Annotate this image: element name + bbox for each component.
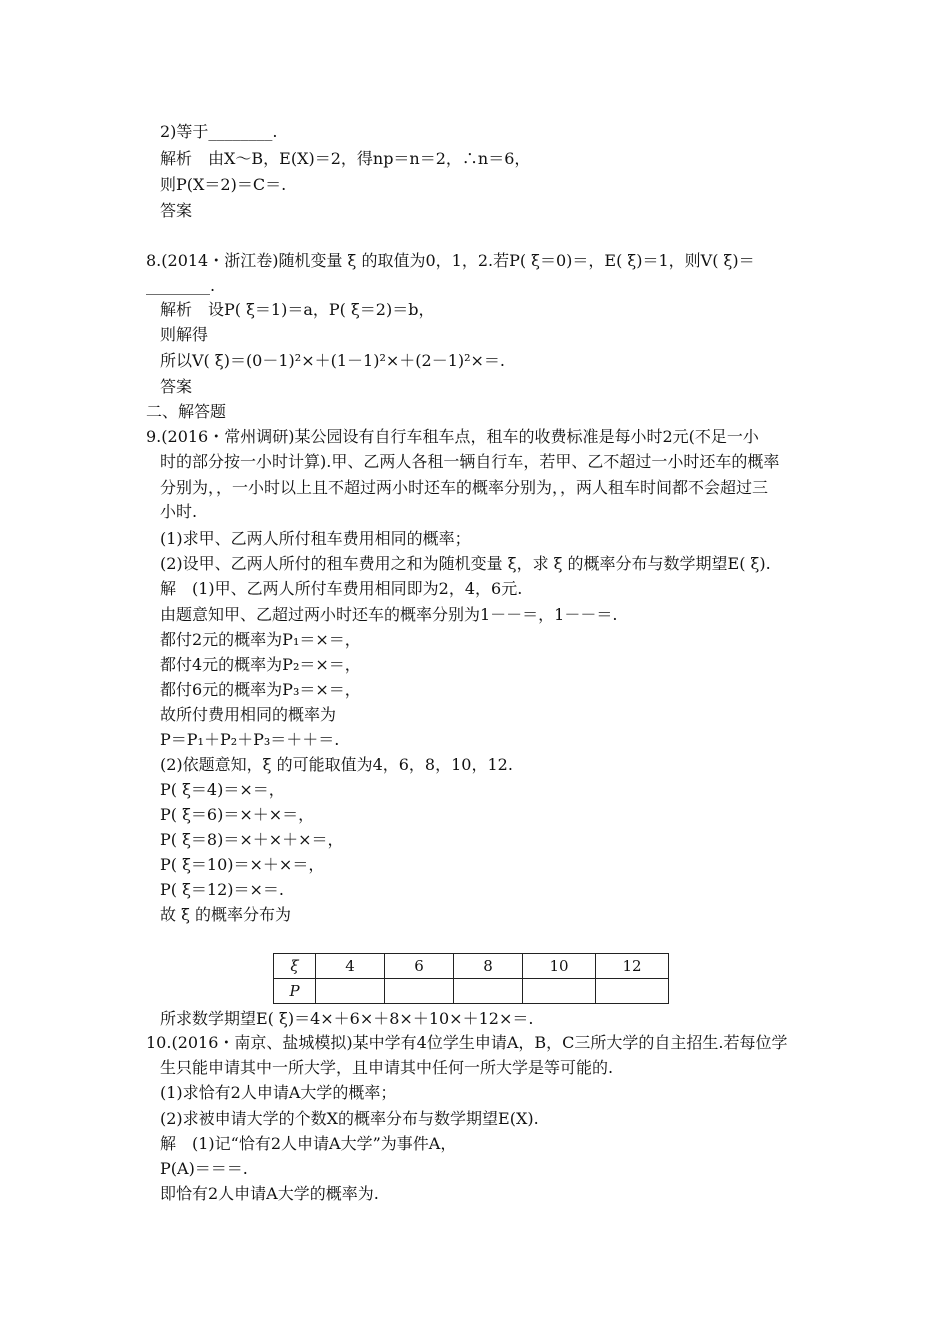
table-cell: P — [274, 979, 316, 1004]
text-line: 都付2元的概率为P₁＝×＝， — [160, 630, 361, 649]
text-line: P( ξ＝6)＝×＋×＝， — [160, 805, 315, 824]
table-cell — [385, 979, 454, 1004]
text-line: 解析 由X～B，E(X)＝2，得np＝n＝2，∴n＝6， — [160, 149, 531, 168]
text-line: 时的部分按一小时计算).甲、乙两人各租一辆自行车，若甲、乙不超过一小时还车的概率 — [160, 452, 780, 471]
table-cell: 8 — [454, 954, 523, 979]
text-line: (2)设甲、乙两人所付的租车费用之和为随机变量 ξ，求 ξ 的概率分布与数学期望E( ξ). — [160, 554, 771, 573]
table-cell — [596, 979, 669, 1004]
text-line: 都付6元的概率为P₃＝×＝， — [160, 680, 361, 699]
text-line: 小时. — [160, 502, 198, 521]
distribution-table — [273, 953, 669, 1004]
text-line: 答案 — [160, 377, 193, 396]
table-cell — [316, 979, 385, 1004]
text-line: 生只能申请其中一所大学，且申请其中任何一所大学是等可能的. — [160, 1058, 614, 1077]
question-9: 9.(2016・常州调研)某公园设有自行车租车点，租车的收费标准是每小时2元(不足一小 — [146, 427, 759, 446]
text-line: P( ξ＝12)＝×＝. — [160, 880, 285, 899]
text-line: 都付4元的概率为P₂＝×＝， — [160, 655, 361, 674]
text-line: (2)求被申请大学的个数X的概率分布与数学期望E(X). — [160, 1109, 539, 1128]
table-row — [274, 954, 669, 979]
text-line: P＝P₁＋P₂＋P₃＝＋＋＝. — [160, 730, 340, 749]
text-line: 所求数学期望E( ξ)＝4×＋6×＋8×＋10×＋12×＝. — [160, 1009, 534, 1028]
text-line: P(A)＝＝＝. — [160, 1159, 248, 1178]
text-line: 由题意知甲、乙超过两小时还车的概率分别为1－－＝，1－－＝. — [160, 605, 618, 624]
text-line: P( ξ＝10)＝×＋×＝， — [160, 855, 325, 874]
text-line: 故所付费用相同的概率为 — [160, 705, 337, 724]
text-line: 2)等于________. — [160, 122, 278, 141]
text-line: 则P(X＝2)＝C＝. — [160, 175, 287, 194]
table-cell: 12 — [596, 954, 669, 979]
table-cell: ξ — [274, 954, 316, 979]
text-line: 所以V( ξ)＝(0－1)²×＋(1－1)²×＋(2－1)²×＝. — [160, 351, 506, 370]
text-line: 则解得 — [160, 325, 209, 344]
text-line: 分别为，，一小时以上且不超过两小时还车的概率分别为，，两人租车时间都不会超过三 — [160, 478, 769, 497]
text-line: P( ξ＝4)＝×＝， — [160, 780, 285, 799]
text-line: 答案 — [160, 201, 193, 220]
text-line: 解 (1)甲、乙两人所付车费用相同即为2，4，6元. — [160, 579, 523, 598]
table-cell — [454, 979, 523, 1004]
table-row — [274, 979, 669, 1004]
text-line: P( ξ＝8)＝×＋×＋×＝， — [160, 830, 344, 849]
question-10: 10.(2016・南京、盐城模拟)某中学有4位学生申请A，B，C三所大学的自主招生.若每位学 — [146, 1033, 788, 1052]
text-line: 解析 设P( ξ＝1)＝a，P( ξ＝2)＝b， — [160, 300, 435, 319]
table-cell: 4 — [316, 954, 385, 979]
text-line: 解 (1)记“恰有2人申请A大学”为事件A， — [160, 1134, 457, 1153]
section-heading: 二、解答题 — [146, 402, 227, 421]
table-cell: 6 — [385, 954, 454, 979]
text-line: 故 ξ 的概率分布为 — [160, 905, 291, 924]
text-line: (1)求甲、乙两人所付租车费用相同的概率； — [160, 529, 471, 548]
text-line: ________. — [146, 276, 216, 295]
table-cell — [523, 979, 596, 1004]
question-8: 8.(2014・浙江卷)随机变量 ξ 的取值为0，1，2.若P( ξ＝0)＝，E( ξ)＝1，则V( ξ)＝ — [146, 251, 755, 270]
text-line: (1)求恰有2人申请A大学的概率； — [160, 1083, 397, 1102]
text-line: (2)依题意知，ξ 的可能取值为4，6，8，10，12. — [160, 755, 513, 774]
table-cell: 10 — [523, 954, 596, 979]
text-line: 即恰有2人申请A大学的概率为. — [160, 1184, 379, 1203]
